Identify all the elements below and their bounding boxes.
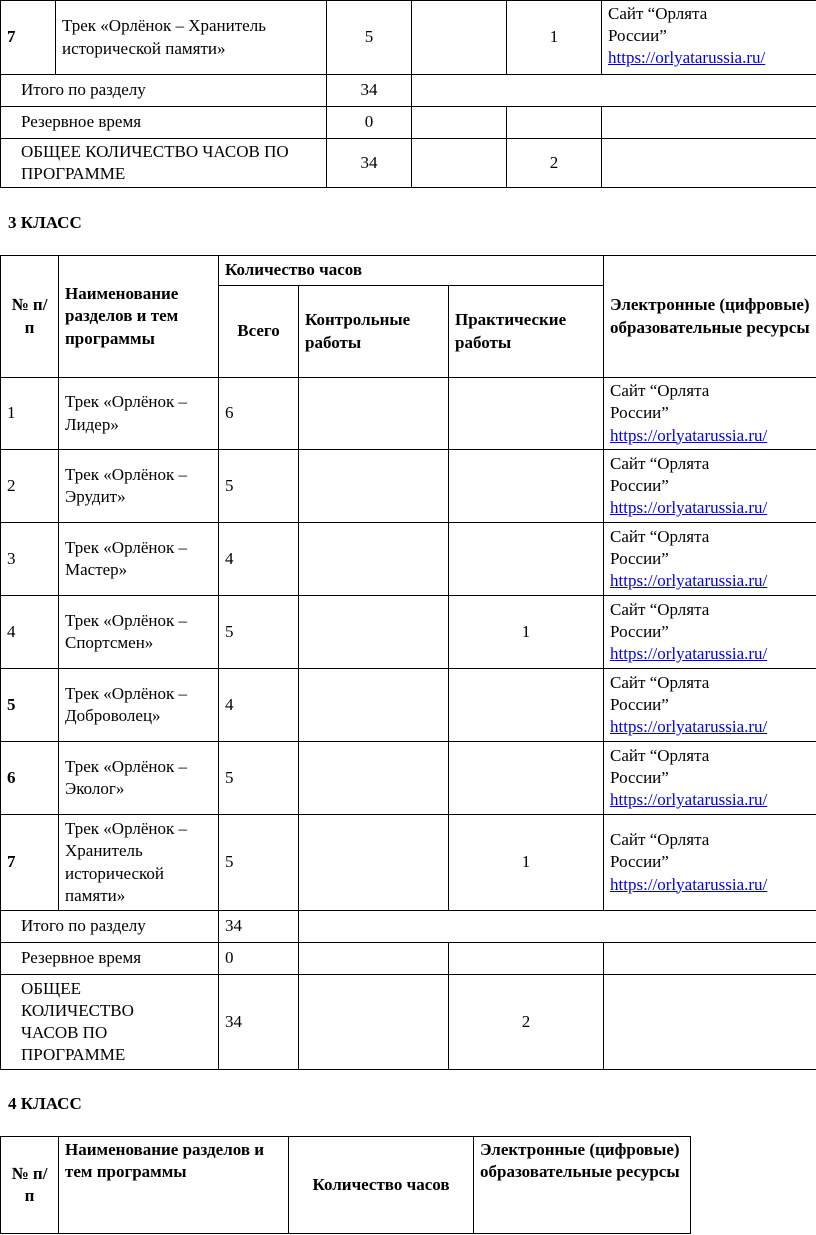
grade3-heading: 3 КЛАСС <box>8 213 82 232</box>
grade3-table <box>0 255 816 1070</box>
table-row: 1 Трек «Орлёнок – Лидер» 6 Сайт “Орлята России” https://orlyatarussia.ru/ <box>1 378 816 450</box>
row-total: 5 <box>327 1 412 75</box>
grand-total-row: ОБЩЕЕ КОЛИЧЕСТВО ЧАСОВ ПО ПРОГРАММЕ 34 2 <box>1 975 816 1070</box>
summary-row <box>1 75 816 107</box>
header-row <box>1 1137 691 1234</box>
reserve-value: 0 <box>327 107 412 139</box>
header-resources: Электронные (цифровые) образовательные ресурсы <box>474 1137 691 1234</box>
grade4-heading: 4 КЛАСС <box>8 1094 82 1113</box>
header-num: № п/п <box>1 1137 59 1234</box>
summary-row: Итого по разделу 34 <box>1 911 816 943</box>
table-row: 2 Трек «Орлёнок – Эрудит» 5 Сайт “Орлята России” https://orlyatarussia.ru/ <box>1 450 816 523</box>
header-row <box>1 256 816 286</box>
resource-link[interactable]: https://orlyatarussia.ru/ <box>610 425 768 445</box>
row-name: Трек «Орлёнок – Хранитель исторической памяти» <box>56 1 327 75</box>
header-practical: Практические работы <box>449 286 604 378</box>
resource-link[interactable]: https://orlyatarussia.ru/ <box>610 790 768 810</box>
continued-table <box>0 0 816 188</box>
resource-link[interactable]: https://orlyatarussia.ru/ <box>610 571 768 591</box>
row-resource: Сайт “Орлята России” https://orlyatarussia.ru/ <box>604 450 816 523</box>
header-hours: Количество часов <box>219 256 604 286</box>
header-name: Наименование разделов и тем программы <box>59 1137 289 1234</box>
header-name: Наименование разделов и тем программы <box>59 256 219 378</box>
header-hours: Количество часов <box>289 1137 474 1234</box>
row-resource: Сайт “Орлята России” https://orlyatarussia.ru/ <box>604 523 816 596</box>
table-row: 6 Трек «Орлёнок – Эколог» 5 Сайт “Орлята России” https://orlyatarussia.ru/ <box>1 742 816 815</box>
header-resources: Электронные (цифровые) образовательные ресурсы <box>604 256 816 378</box>
resource-link[interactable]: https://orlyatarussia.ru/ <box>610 498 768 518</box>
resource-link[interactable]: https://orlyatarussia.ru/ <box>610 717 768 737</box>
grand-label: ОБЩЕЕ КОЛИЧЕСТВО ЧАСОВ ПО ПРОГРАММЕ <box>1 139 327 188</box>
grand-total-row <box>1 139 816 188</box>
summary-label: Итого по разделу <box>1 75 327 107</box>
resource-link[interactable]: https://orlyatarussia.ru/ <box>608 48 766 68</box>
row-number: 7 <box>1 1 56 75</box>
row-control <box>412 1 507 75</box>
row-practical: 1 <box>507 1 602 75</box>
row-resource: Сайт “Орлята России” https://orlyatarussia.ru/ <box>604 596 816 669</box>
reserve-row <box>1 107 816 139</box>
reserve-row: Резервное время 0 <box>1 943 816 975</box>
header-control: Контрольные работы <box>299 286 449 378</box>
reserve-label: Резервное время <box>1 107 327 139</box>
table-row: 4 Трек «Орлёнок – Спортсмен» 5 1 Сайт “Орлята России” https://orlyatarussia.ru/ <box>1 596 816 669</box>
table-row: 3 Трек «Орлёнок – Мастер» 4 Сайт “Орлята России” https://orlyatarussia.ru/ <box>1 523 816 596</box>
header-num: № п/п <box>1 256 59 378</box>
grand-total: 34 <box>327 139 412 188</box>
resource-link[interactable]: https://orlyatarussia.ru/ <box>610 874 768 894</box>
row-resource: Сайт “Орлята России” https://orlyatarussia.ru/ <box>604 378 816 450</box>
grade4-table <box>0 1136 691 1234</box>
resource-link[interactable]: https://orlyatarussia.ru/ <box>610 644 768 664</box>
summary-value: 34 <box>327 75 412 107</box>
row-resource: Сайт “Орлята России” https://orlyatarussia.ru/ <box>604 742 816 815</box>
table-row: 7 Трек «Орлёнок – Хранитель исторической памяти» 5 1 Сайт “Орлята России” https://orlyatarussia.ru/ <box>1 815 816 911</box>
row-resource: Сайт “Орлята России” https://orlyatarussia.ru/ <box>604 815 816 911</box>
table-row: 5 Трек «Орлёнок – Доброволец» 4 Сайт “Орлята России” https://orlyatarussia.ru/ <box>1 669 816 742</box>
grand-practical: 2 <box>507 139 602 188</box>
row-resource: Сайт “Орлята России” https://orlyatarussia.ru/ <box>602 1 816 75</box>
table-row <box>1 1 816 75</box>
row-resource: Сайт “Орлята России” https://orlyatarussia.ru/ <box>604 669 816 742</box>
header-total: Всего <box>219 286 299 378</box>
